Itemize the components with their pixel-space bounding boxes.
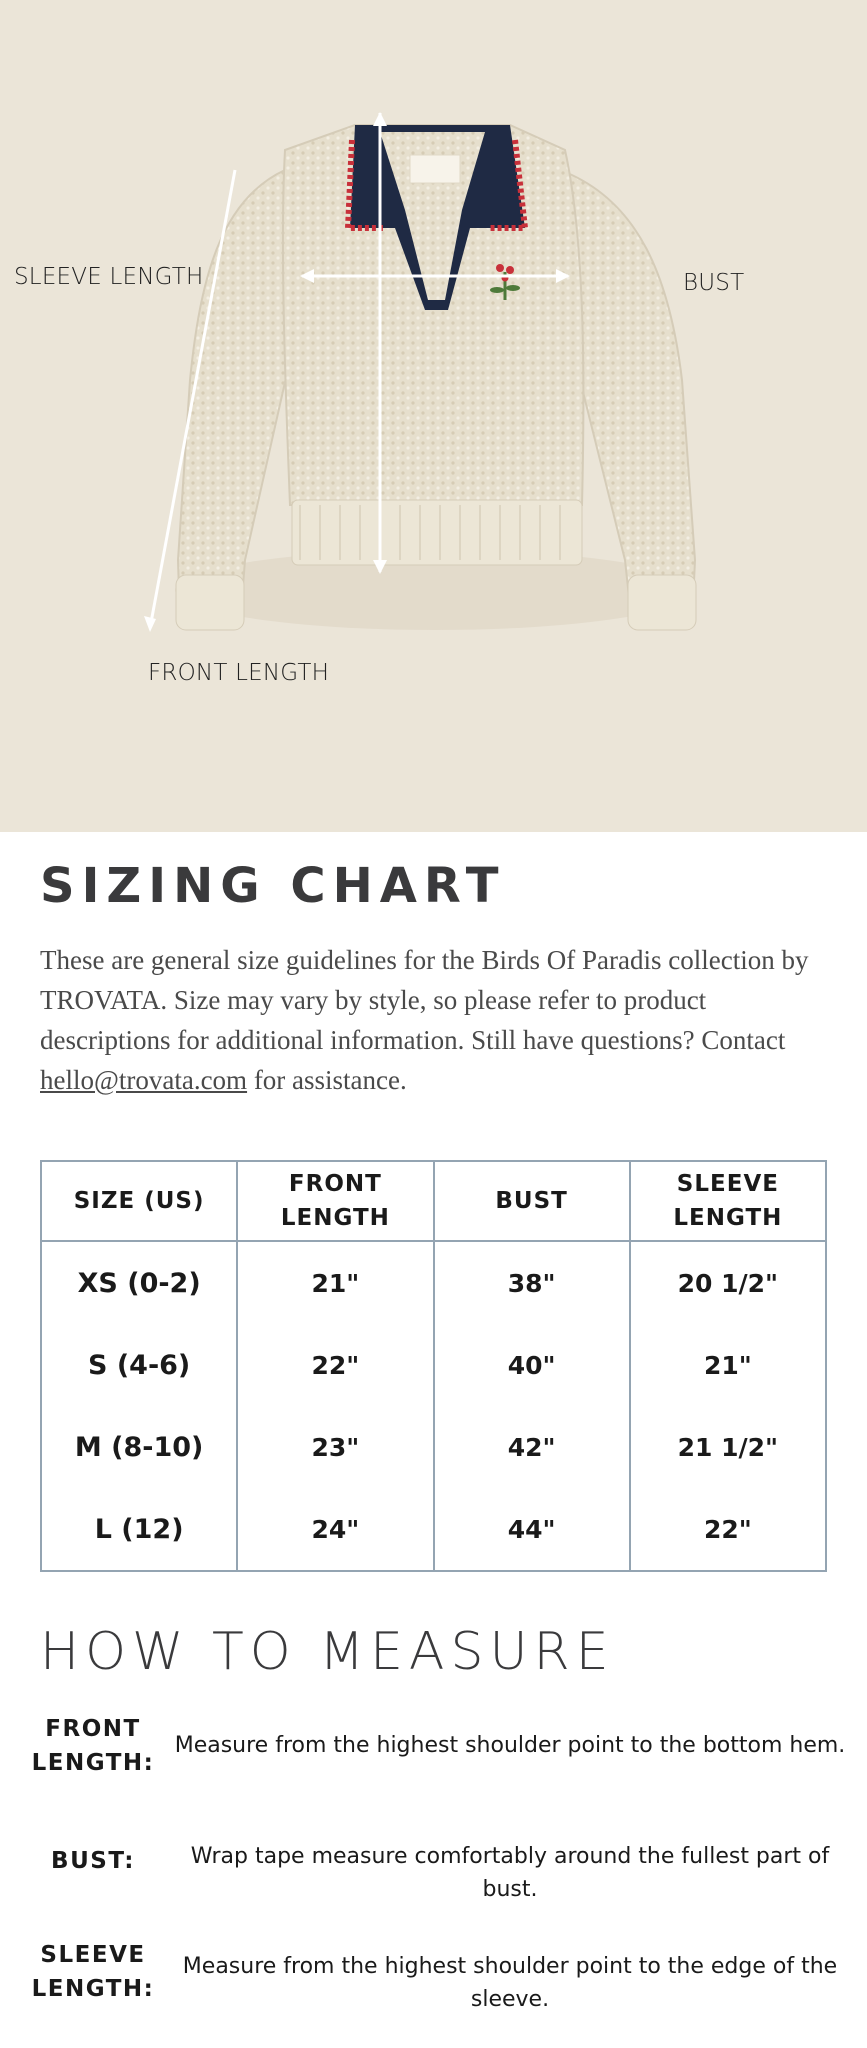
sleeve-arrowhead-icon	[144, 616, 156, 632]
table-header-row	[41, 1161, 826, 1241]
measure-description: Measure from the highest shoulder point to the edge of the sleeve.	[182, 1954, 838, 2012]
bust-label: BUST	[683, 270, 745, 296]
front-arrowhead-top-icon	[373, 112, 387, 126]
size-cell: L (12)	[41, 1488, 237, 1571]
front-length-cell: 21"	[237, 1241, 433, 1324]
header-size: SIZE (US)	[41, 1161, 237, 1241]
size-cell: M (8-10)	[41, 1406, 237, 1488]
table-row	[41, 1324, 826, 1406]
product-hero-image	[0, 0, 867, 832]
bust-cell: 40"	[434, 1324, 630, 1406]
front-length-cell: 24"	[237, 1488, 433, 1571]
intro-paragraph	[40, 940, 840, 1100]
sleeve-length-cell: 21"	[630, 1324, 826, 1406]
left-sleeve	[178, 170, 290, 625]
contact-email-link[interactable]: hello@trovata.com	[40, 1065, 248, 1095]
header-sleeve-length: SLEEVE LENGTH	[630, 1161, 826, 1241]
measure-key: FRONT LENGTH:	[31, 1716, 155, 1776]
page-title: SIZING CHART	[40, 858, 506, 914]
sweater-measurement-illustration	[0, 0, 867, 832]
intro-text-end: for assistance.	[247, 1065, 407, 1095]
sleeve-length-label: SLEEVE LENGTH	[14, 264, 204, 290]
sleeve-length-cell: 21 1/2"	[630, 1406, 826, 1488]
measure-description: Wrap tape measure comfortably around the fullest part of bust.	[190, 1844, 830, 1902]
size-cell: XS (0-2)	[41, 1241, 237, 1324]
table-row	[41, 1406, 826, 1488]
sleeve-length-cell: 22"	[630, 1488, 826, 1571]
measure-key: SLEEVE LENGTH:	[31, 1942, 155, 2002]
front-length-cell: 23"	[237, 1406, 433, 1488]
size-cell: S (4-6)	[41, 1324, 237, 1406]
measure-key: BUST:	[51, 1848, 135, 1874]
size-chart-table	[40, 1160, 827, 1572]
right-cuff	[628, 575, 696, 630]
header-front-length: FRONT LENGTH	[237, 1161, 433, 1241]
bust-cell: 42"	[434, 1406, 630, 1488]
sweater-hem	[292, 500, 582, 565]
left-cuff	[176, 575, 244, 630]
bust-cell: 44"	[434, 1488, 630, 1571]
how-to-measure-title: HOW TO MEASURE	[40, 1622, 615, 1682]
intro-text: These are general size guidelines for the Birds Of Paradis collection by TROVATA. Size may vary by style, so please refer to product descriptions for additional information. Still have questions? Contact	[40, 945, 809, 1055]
table-row	[41, 1241, 826, 1324]
front-length-cell: 22"	[237, 1324, 433, 1406]
garment-tag	[410, 155, 460, 183]
front-length-label: FRONT LENGTH	[148, 660, 330, 686]
table-row	[41, 1488, 826, 1571]
bust-cell: 38"	[434, 1241, 630, 1324]
header-bust: BUST	[434, 1161, 630, 1241]
measure-description: Measure from the highest shoulder point to the bottom hem.	[174, 1733, 846, 1758]
sleeve-length-cell: 20 1/2"	[630, 1241, 826, 1324]
